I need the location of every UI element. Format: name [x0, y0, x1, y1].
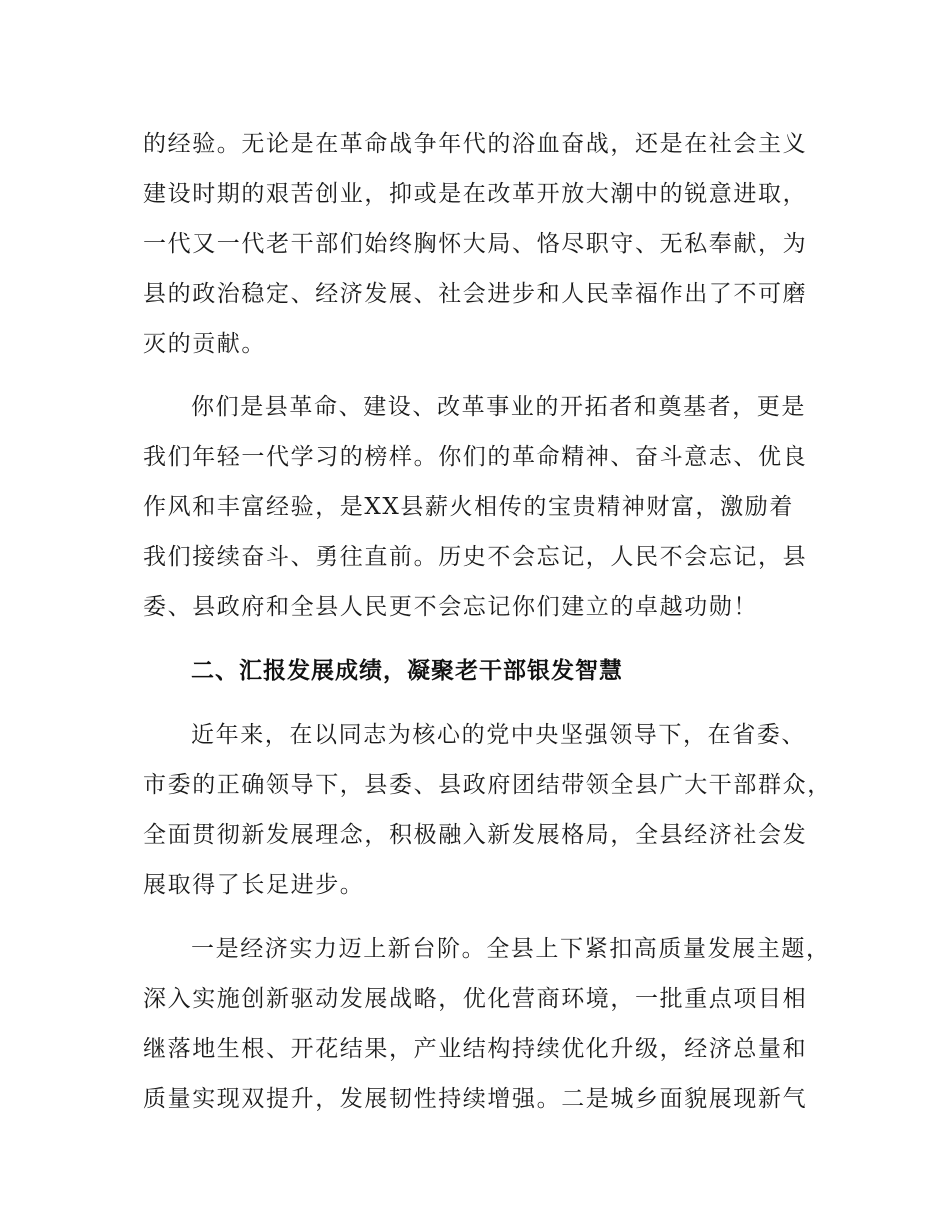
text-line: 一是经济实力迈上新台阶。全县上下紧扣高质量发展主题，	[191, 936, 831, 962]
text-line: 深入实施创新驱动发展战略，优化营商环境，一批重点项目相	[143, 986, 808, 1012]
text-line: 作风和丰富经验，是XX县薪火相传的宝贵精神财富，激励着	[143, 494, 794, 520]
text-line: 我们接续奋斗、勇往直前。历史不会忘记，人民不会忘记，县	[143, 544, 808, 570]
text-line: 市委的正确领导下，县委、县政府团结带领全县广大干部群众，	[143, 772, 832, 798]
text-line: 的经验。无论是在革命战争年代的浴血奋战，还是在社会主义	[143, 131, 808, 157]
text-line: 我们年轻一代学习的榜样。你们的革命精神、奋斗意志、优良	[143, 444, 808, 470]
text-line: 建设时期的艰苦创业，抑或是在改革开放大潮中的锐意进取，	[143, 181, 808, 207]
text-line: 继落地生根、开花结果，产业结构持续优化升级，经济总量和	[143, 1036, 808, 1062]
section-heading: 二、汇报发展成绩，凝聚老干部银发智慧	[191, 658, 623, 684]
text-line: 灭的贡献。	[143, 331, 266, 357]
text-line: 近年来，在以同志为核心的党中央坚强领导下，在省委、	[191, 722, 806, 748]
text-line: 展取得了长足进步。	[143, 872, 365, 898]
text-line: 你们是县革命、建设、改革事业的开拓者和奠基者，更是	[191, 394, 806, 420]
text-line: 县的政治稳定、经济发展、社会进步和人民幸福作出了不可磨	[143, 281, 808, 307]
text-line: 委、县政府和全县人民更不会忘记你们建立的卓越功勋！	[143, 594, 758, 620]
text-line: 质量实现双提升，发展韧性持续增强。二是城乡面貌展现新气	[143, 1086, 808, 1112]
text-line: 全面贯彻新发展理念，积极融入新发展格局，全县经济社会发	[143, 822, 808, 848]
text-line: 一代又一代老干部们始终胸怀大局、恪尽职守、无私奉献，为	[143, 231, 808, 257]
